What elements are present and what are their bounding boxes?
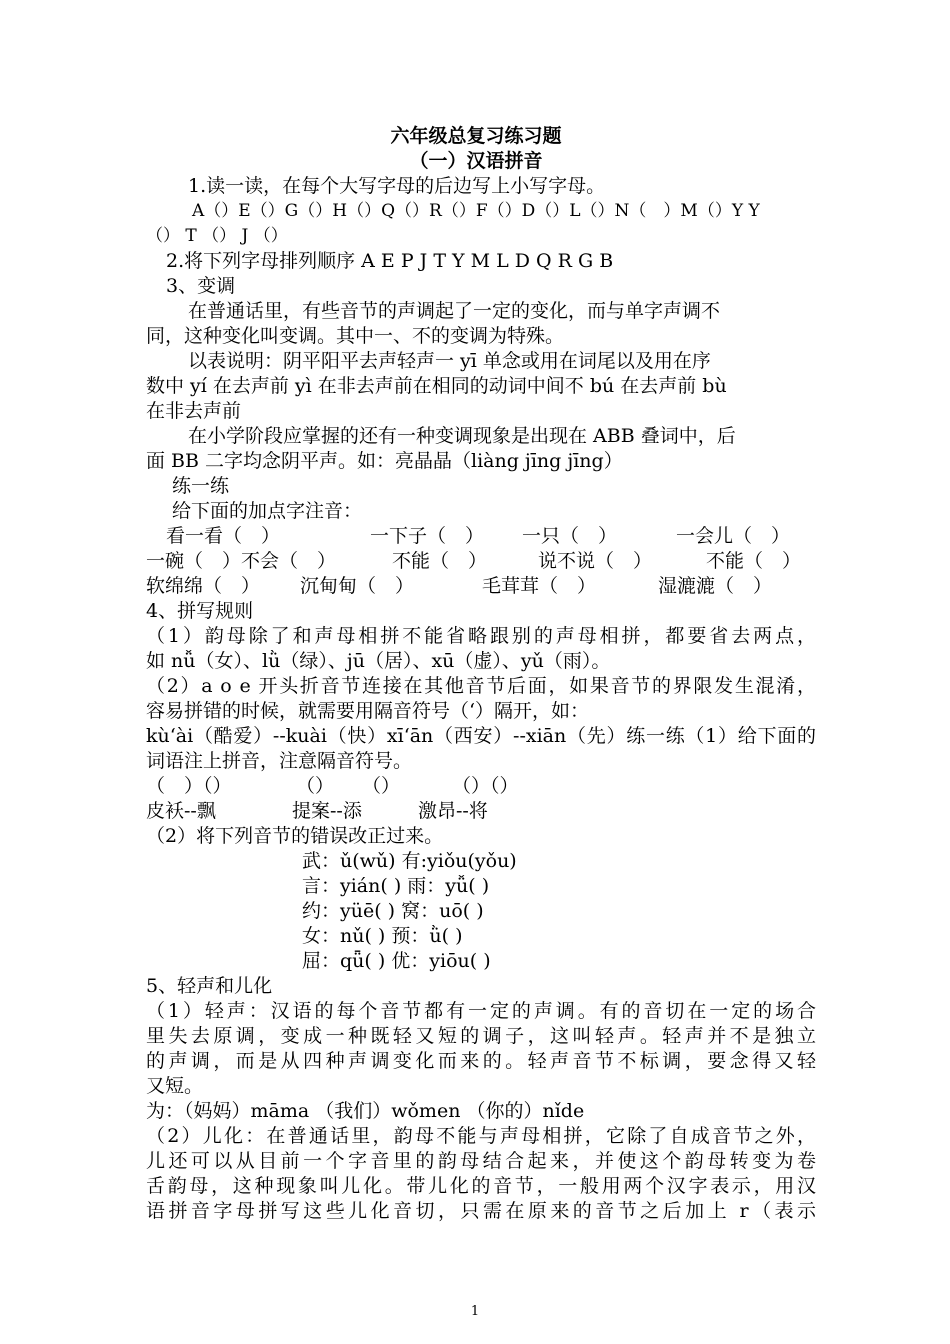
answer-blank: （）（）: [452, 775, 519, 797]
exercise-item: 说不说（ ）: [538, 550, 653, 572]
letters-line-2: （） T （） J （）: [146, 226, 288, 246]
letters-line-1: A（）E（）G（）H（）Q（）R（）F（）D（）L（）N（ ）M（）Y Y: [192, 201, 760, 221]
word-pair: 提案--添: [292, 800, 362, 822]
neutral-tone-line-1: （1）轻声：汉语的每个音节都有一定的声调。有的音切在一定的场合: [146, 1000, 816, 1022]
neutral-tone-heading: 5、轻声和儿化: [146, 975, 273, 997]
erhua-line-3: 舌韵母，这种现象叫儿化。带儿化的音节，一般用两个汉字表示，用汉: [146, 1175, 816, 1197]
question-3: 3、变调: [166, 275, 236, 297]
rule-1-line-1: （1）韵母除了和声母相拼不能省略跟别的声母相拼，都要省去两点，: [146, 625, 816, 647]
exercise-item: 沉甸甸（ ）: [300, 575, 415, 597]
tone-paragraph-2-line-2: 数中 yí 在去声前 yì 在非去声前在相同的动词中间不 bú 在去声前 bù: [146, 375, 727, 397]
exercise-item: 一碗（ ）不会（ ）: [146, 550, 337, 572]
word-pair: 皮袄--飘: [146, 800, 216, 822]
exercise-item: 一下子（ ）: [370, 525, 485, 547]
answer-blank: （）: [362, 775, 401, 797]
exercise-item: 不能（ ）: [392, 550, 488, 572]
rule-2-line-3: kù‘ài（酷爱）--kuài（快）xī‘ān（西安）--xiān（先）练一练（1）给下面的: [146, 725, 816, 747]
exercise-item: 一会儿（ ）: [676, 525, 791, 547]
fix-item: 武：ǔ(wǔ) 有:yiǒu(yǒu): [302, 850, 517, 872]
tone-paragraph-3-line-1: 在小学阶段应掌握的还有一种变调现象是出现在 ABB 叠词中，后: [188, 425, 736, 447]
spelling-rules-heading: 4、拼写规则: [146, 600, 254, 622]
fix-instruction: （2）将下列音节的错误改正过来。: [146, 825, 444, 847]
answer-blank: （ ）（）: [146, 775, 232, 797]
neutral-tone-line-4: 又短。: [146, 1075, 204, 1097]
exercise-item: 不能（ ）: [706, 550, 802, 572]
answer-blank: （）: [296, 775, 335, 797]
tone-paragraph-3-line-2: 面 BB 二字均念阴平声。如：亮晶晶（liàng jīng jīng）: [146, 450, 623, 472]
exercise-item: 软绵绵（ ）: [146, 575, 261, 597]
tone-paragraph-1-line-2: 同，这种变化叫变调。其中一、不的变调为特殊。: [146, 325, 565, 347]
tone-paragraph-1-line-1: 在普通话里，有些音节的声调起了一定的变化，而与单字声调不: [188, 300, 721, 322]
exercise-item: 湿漉漉（ ）: [658, 575, 773, 597]
exercise-item: 毛茸茸（ ）: [482, 575, 597, 597]
neutral-tone-line-2: 里失去原调，变成一种既轻又短的调子，这叫轻声。轻声并不是独立: [146, 1025, 816, 1047]
question-2: 2.将下列字母排列顺序 A E P J T Y M L D Q R G B: [166, 250, 614, 272]
rule-2-line-2: 容易拼错的时候，就需要用隔音符号（‘）隔开，如：: [146, 700, 590, 722]
erhua-line-1: （2）儿化：在普通话里，韵母不能与声母相拼，它除了自成音节之外，: [146, 1125, 816, 1147]
word-pair: 激昂--将: [418, 800, 488, 822]
fix-item: 女：nǔ( ) 预：ǜ( ): [302, 925, 463, 947]
neutral-tone-line-3: 的声调，而是从四种声调变化而来的。轻声音节不标调，要念得又轻: [146, 1050, 816, 1072]
section-heading-pinyin: （一）汉语拼音: [409, 150, 543, 172]
neutral-tone-example: 为：（妈妈）māma （我们）wǒmen （你的）nǐde: [146, 1100, 585, 1122]
exercise-item: 一只（ ）: [522, 525, 618, 547]
rule-2-line-4: 词语注上拼音，注意隔音符号。: [146, 750, 413, 772]
erhua-line-2: 儿还可以从目前一个字音里的韵母结合起来，并使这个韵母转变为卷: [146, 1150, 816, 1172]
practice-instruction: 给下面的加点字注音：: [172, 500, 363, 522]
page-title: 六年级总复习练习题: [390, 125, 562, 147]
practice-heading: 练一练: [172, 475, 230, 497]
rule-1-line-2: 如 nǚ（女）、lǜ（绿）、jū（居）、xū（虚）、yǔ（雨）。: [146, 650, 611, 672]
exercise-item: 看一看（ ）: [166, 525, 281, 547]
fix-item: 约：yüē( ) 窝：uō( ): [302, 900, 484, 922]
erhua-line-4: 语拼音字母拼写这些儿化音切，只需在原来的音节之后加上 r（表示: [146, 1200, 816, 1222]
fix-item: 言：yián( ) 雨：yǚ( ): [302, 875, 490, 897]
fix-item: 屈：qǖ( ) 优：yiōu( ): [302, 950, 491, 972]
tone-paragraph-2-line-3: 在非去声前: [146, 400, 242, 422]
page-number: 1: [470, 1304, 480, 1319]
rule-2-line-1: （2）a o e 开头折音节连接在其他音节后面，如果音节的界限发生混淆，: [146, 675, 816, 697]
question-1: 1.读一读，在每个大写字母的后边写上小写字母。: [188, 175, 606, 197]
tone-paragraph-2-line-1: 以表说明：阴平阳平去声轻声一 yī 单念或用在词尾以及用在序: [188, 350, 711, 372]
